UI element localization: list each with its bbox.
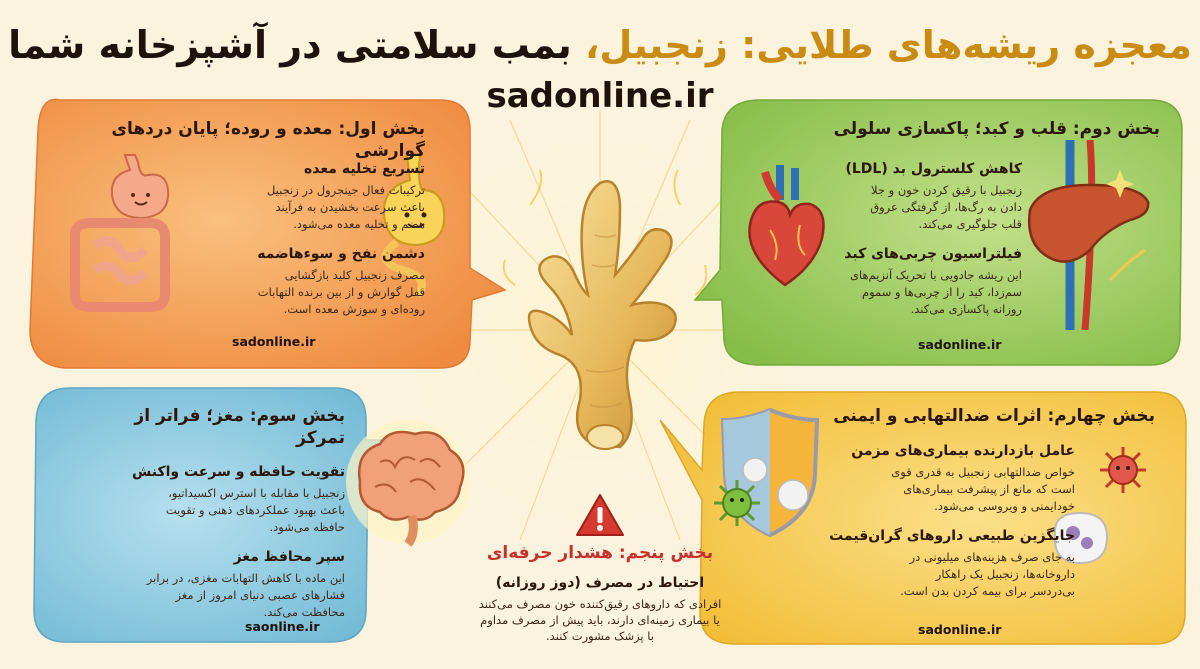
item-title: عامل بازدارنده بیماری‌های مزمن — [851, 443, 1075, 459]
section-title: بخش دوم: قلب و کبد؛ پاکسازی سلولی — [833, 119, 1160, 139]
item-body: خواص ضدالتهابی زنجبیل به قدری قوی است که مانع از پیشرفت بیماری‌های خودایمنی و ویروسی می‌شود. — [891, 465, 1075, 513]
site-name: sadonline.ir — [486, 76, 714, 116]
item-title: کاهش کلسترول بد (LDL) — [845, 161, 1022, 177]
section-digestive-items — [185, 160, 425, 330]
section-immunity — [800, 405, 1155, 441]
virus-icon-2 — [1098, 445, 1148, 495]
item-body: این ماده با کاهش التهابات مغزی، در برابر فشارهای عصبی دنیای امروز از مغز محافظت می‌کند. — [146, 571, 345, 619]
item-body: به جای صرف هزینه‌های میلیونی در داروخانه‌ها، زنجبیل یک راهکار بی‌دردسر برای بیمه کردن بدن است. — [900, 550, 1075, 598]
ginger-root-icon — [500, 165, 710, 455]
section-heart-liver-items — [812, 160, 1022, 330]
section-title: بخش چهارم: اثرات ضدالتهابی و ایمنی — [833, 406, 1155, 426]
section-title: بخش اول: معده و روده؛ پایان دردهای گوارشی — [111, 119, 425, 161]
item-title: دشمن نفخ و سوءهاضمه — [257, 246, 425, 262]
title-highlight: معجزه ریشه‌های طلایی: زنجبیل، — [584, 23, 1192, 67]
item-title: تقویت حافظه و سرعت واکنش — [131, 464, 345, 480]
item-title: تسریع تخلیه معده — [304, 161, 425, 177]
item-body: مصرف زنجبیل کلید بازگشایی قفل گوارش و از بین برنده التهابات روده‌ای و سوزش معده است. — [257, 268, 425, 316]
title-main: بمب سلامتی در آشپزخانه شما — [8, 23, 572, 67]
warning-subtitle: احتیاط در مصرف (دوز روزانه) — [495, 575, 705, 591]
item-body: ترکیبات فعال جینجرول در زنجبیل باعث سرعت بخشیدن به فرآیند هضم و تخلیه معده می‌شود. — [266, 183, 425, 231]
section-heart-liver — [780, 118, 1160, 154]
warning-title: بخش پنجم: هشدار حرفه‌ای — [486, 543, 714, 563]
item-title: فیلتراسیون چربی‌های کبد — [844, 246, 1022, 262]
section-immunity-items — [820, 442, 1075, 602]
item-body: زنجبیل با مقابله با استرس اکسیداتیو، باعث بهبود عملکردهای ذهنی و تقویت حافظه می‌شود. — [165, 486, 345, 534]
section-brain — [80, 405, 345, 623]
item-body: زنجبیل با رقیق کردن خون و جلا دادن به رگ‌ها، از گرفتگی عروق قلب جلوگیری می‌کند. — [870, 183, 1022, 231]
section-warning — [445, 542, 755, 644]
item-body: این ریشه جادویی با تحریک آنزیم‌های سم‌زدا، کبد را از چربی‌ها و سموم روزانه پاکسازی می‌کند. — [849, 268, 1022, 316]
item-title: سپر محافظ مغز — [233, 549, 345, 565]
site-watermark: saonline.ir — [245, 619, 320, 634]
warning-body: افرادی که داروهای رقیق‌کننده خون مصرف می‌کنند یا بیماری زمینه‌ای دارند، باید پیش از مصرف مداوم با پزشک مشورت کنند. — [478, 597, 722, 643]
site-watermark: sadonline.ir — [918, 337, 1002, 352]
site-watermark: sadonline.ir — [918, 622, 1002, 637]
virus-icon — [712, 478, 762, 528]
site-watermark: sadonline.ir — [232, 334, 316, 349]
page-title — [0, 22, 1200, 68]
liver-icon — [1020, 140, 1160, 330]
intestine-icon — [65, 215, 175, 315]
section-title: بخش سوم: مغز؛ فراتر از تمرکز — [134, 406, 345, 448]
item-title: جایگزین طبیعی داروهای گران‌قیمت — [829, 528, 1075, 544]
brain-icon — [330, 412, 485, 552]
warning-icon — [575, 493, 625, 537]
